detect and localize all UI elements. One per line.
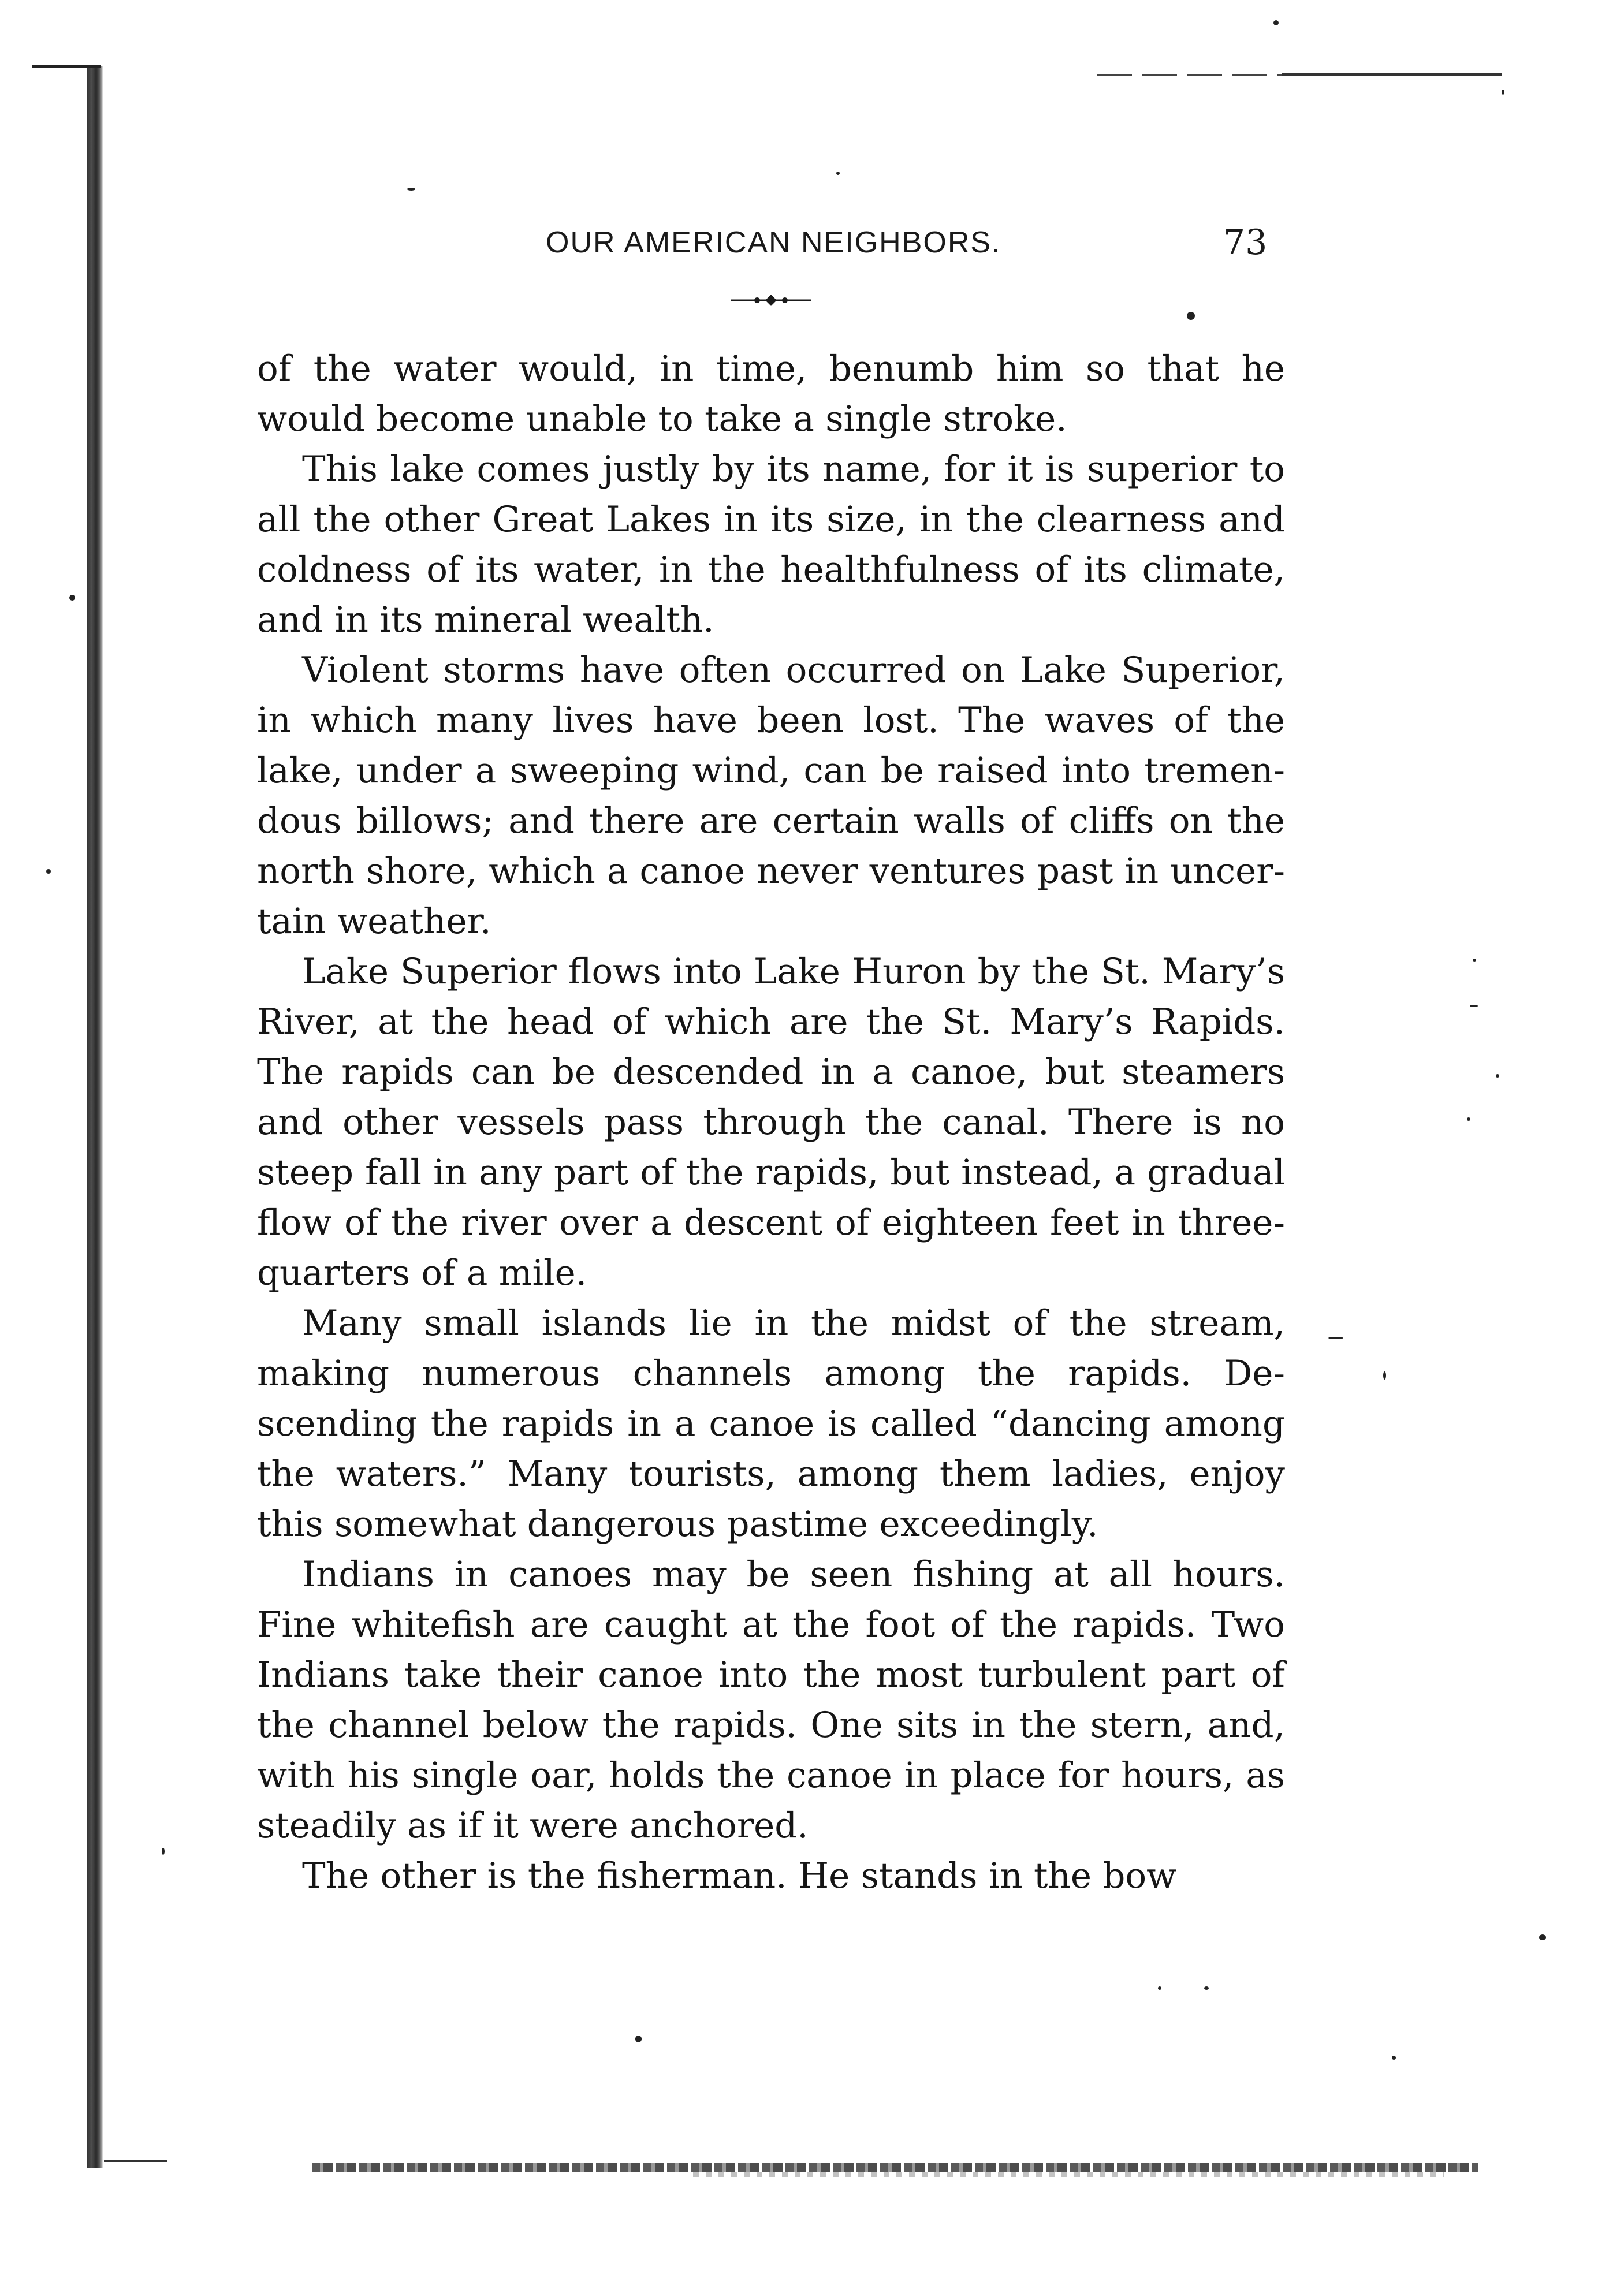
bottom-scan-edge bbox=[312, 2163, 1478, 2172]
body-text bbox=[257, 344, 1285, 1901]
scan-mark bbox=[104, 2160, 167, 2162]
paragraph: Indians in canoes may be seen fishing at all hours. Fine whitefish are caught at the foot of the rapids. Two Indians take their canoe into the most turbulent part of the channel below the rapids. One sits in the stern, and, with his single oar, holds the canoe in place for hours, as steadily as if it were anchored. bbox=[257, 1554, 1285, 1846]
paragraph: The other is the fisherman. He stands in the bow bbox=[302, 1855, 1177, 1896]
scan-mark bbox=[32, 65, 101, 68]
paragraph: Many small islands lie in the midst of the stream, making numerous channels among the rapids. De-scending the rapids in a canoe is called “dancing among the waters.” Many tourists, among them ladies, enjoy this somewhat dangerous pastime exceedingly. bbox=[257, 1303, 1285, 1545]
binding-edge bbox=[87, 66, 103, 2168]
scan-speck bbox=[1383, 1371, 1386, 1380]
scan-speck bbox=[1392, 2056, 1396, 2060]
paragraph: Violent storms have often occurred on Lake Superior, in which many lives have been lost. The waves of the lake, under a sweeping wind, can be raised into tremen-dous billows; and there are certain walls of cliffs on the north shore, which a canoe never ventures past in uncer-tain weather. bbox=[257, 650, 1285, 942]
page-number: 73 bbox=[1223, 222, 1268, 263]
scan-speck bbox=[1502, 90, 1504, 95]
paragraph: of the water would, in time, benumb him so that he would become unable to take a single stroke. bbox=[257, 348, 1285, 439]
scan-speck bbox=[1204, 1986, 1209, 1990]
bottom-scan-edge bbox=[693, 2172, 1444, 2177]
top-scan-rule bbox=[1282, 73, 1502, 76]
scan-speck bbox=[1496, 1074, 1499, 1078]
scan-speck bbox=[1539, 1934, 1546, 1940]
scan-speck bbox=[46, 869, 51, 874]
header-ornament bbox=[731, 295, 811, 306]
scan-speck bbox=[162, 1848, 165, 1855]
scan-speck bbox=[836, 172, 840, 175]
scan-speck bbox=[1467, 1117, 1470, 1121]
scan-speck bbox=[69, 595, 75, 601]
scan-speck bbox=[1158, 1986, 1161, 1990]
paragraph: Lake Superior flows into Lake Huron by the St. Mary’s River, at the head of which are the St. Mary’s Rapids. The rapids can be descended in a canoe, but steamers and other vessels pass through the canal. There is no steep fall in any part of the rapids, but instead, a gradual flow of the river over a descent of eighteen feet in three-quarters of a mile. bbox=[257, 951, 1285, 1294]
scan-speck bbox=[635, 2036, 642, 2042]
scan-speck bbox=[407, 188, 415, 191]
running-title: OUR AMERICAN NEIGHBORS. bbox=[546, 226, 1001, 259]
scan-speck bbox=[1328, 1337, 1343, 1339]
paragraph: This lake comes justly by its name, for it is superior to all the other Great Lakes in its size, in the clearness and coldness of its water, in the healthfulness of its climate, and in its mineral wealth. bbox=[257, 449, 1285, 640]
scan-speck bbox=[1273, 20, 1279, 25]
scan-speck bbox=[1470, 1005, 1478, 1007]
scan-speck bbox=[1187, 312, 1195, 320]
scan-speck bbox=[1473, 959, 1476, 962]
